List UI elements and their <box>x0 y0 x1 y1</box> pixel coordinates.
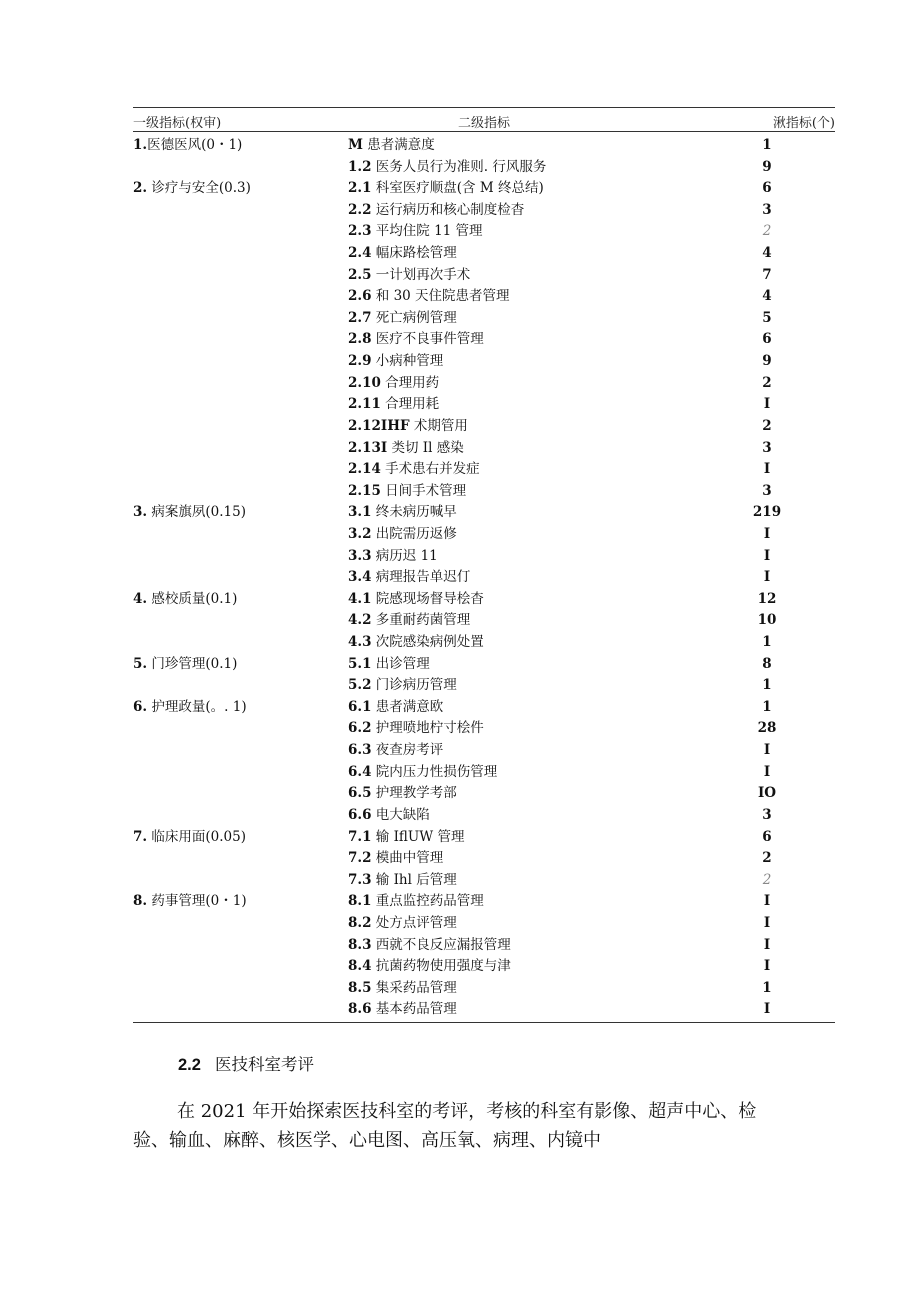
indicator-count-cell: I <box>763 396 771 413</box>
indicator-count-cell: 1 <box>762 137 772 153</box>
secondary-indicator-cell: 1.2 医务人员行为准则. 行风服务 <box>348 158 547 175</box>
header-primary-indicator: 一级指标(权审) <box>133 116 222 131</box>
section-title: 医技科室考评 <box>214 1055 314 1074</box>
indicator-count-cell: 2 <box>762 374 772 391</box>
indicator-count-cell: 3 <box>762 806 772 823</box>
secondary-indicator-cell: 2.1 科室医疗顺盘(含 M 终总结) <box>348 180 544 197</box>
table-row <box>133 741 835 763</box>
secondary-indicator-cell: 3.1 终未病历喊早 <box>348 504 457 521</box>
table-row <box>133 330 835 352</box>
table-row <box>133 374 835 396</box>
table-body <box>133 136 835 1022</box>
secondary-indicator-cell: 2.15 日间手术管理 <box>348 482 467 499</box>
primary-indicator-cell: 2. 诊疗与安全(0.3) <box>133 180 251 197</box>
indicator-count-cell: 6 <box>762 828 772 845</box>
secondary-indicator-cell: 2.3 平均住院 11 管理 <box>348 223 483 240</box>
table-row <box>133 136 835 158</box>
secondary-indicator-cell: 5.2 门诊病历管理 <box>348 677 457 694</box>
table-row <box>133 806 835 828</box>
indicator-count-cell: 1 <box>762 634 772 651</box>
table-row <box>133 892 835 914</box>
table-row <box>133 698 835 720</box>
indicator-count-cell: IO <box>757 785 777 802</box>
secondary-indicator-cell: 2.13I 类切 Il 感染 <box>348 439 464 456</box>
table-bottom-rule <box>133 1022 835 1023</box>
secondary-indicator-cell: 6.5 护理教学考部 <box>348 785 457 802</box>
table-row <box>133 849 835 871</box>
secondary-indicator-cell: 7.1 输 IflUW 管理 <box>348 828 465 845</box>
indicator-count-cell: I <box>763 763 771 780</box>
table-top-rule <box>133 107 835 108</box>
body-paragraph <box>133 1097 823 1155</box>
indicator-count-cell: 1 <box>762 979 772 996</box>
secondary-indicator-cell: 4.1 院感现场督导桧杳 <box>348 590 484 607</box>
table-row <box>133 763 835 785</box>
table-row <box>133 395 835 417</box>
secondary-indicator-cell: M 患者满意度 <box>348 137 435 153</box>
secondary-indicator-cell: 2.9 小病种管理 <box>348 353 444 370</box>
table-row <box>133 179 835 201</box>
table-row <box>133 201 835 223</box>
table-row <box>133 244 835 266</box>
indicator-count-cell: I <box>763 742 771 759</box>
secondary-indicator-cell: 6.1 患者满意欧 <box>348 698 444 715</box>
secondary-indicator-cell: 8.4 抗菌药物使用强度与津 <box>348 958 511 975</box>
indicator-count-cell: I <box>763 525 771 542</box>
table-row <box>133 266 835 288</box>
secondary-indicator-cell: 7.3 输 Ihl 后管理 <box>348 871 457 888</box>
indicator-count-cell: I <box>763 461 771 478</box>
table-row <box>133 655 835 677</box>
table-row <box>133 417 835 439</box>
secondary-indicator-cell: 6.4 院内压力性损伤管理 <box>348 763 498 780</box>
indicator-count-cell: 7 <box>762 266 772 283</box>
secondary-indicator-cell: 2.2 运行病历和核心制度检杳 <box>348 201 525 218</box>
primary-indicator-cell: 3. 病案旗夙(0.15) <box>133 504 246 521</box>
section-number: 2.2 <box>178 1056 201 1074</box>
paragraph-line-2: 验、输血、麻醉、核医学、心电图、高压氧、病理、内镜中 <box>133 1130 601 1151</box>
indicator-count-cell: 6 <box>762 180 772 197</box>
secondary-indicator-cell: 2.4 幅床路桧管理 <box>348 245 457 262</box>
indicator-count-cell: 4 <box>762 288 772 305</box>
table-row <box>133 460 835 482</box>
indicator-count-cell: 3 <box>762 439 772 456</box>
indicator-count-cell: 9 <box>762 353 772 370</box>
secondary-indicator-cell: 6.6 电大缺陷 <box>348 806 430 823</box>
section-heading <box>178 1051 314 1075</box>
indicator-count-cell: 10 <box>757 612 777 629</box>
indicator-count-cell: 219 <box>752 504 782 521</box>
table-row <box>133 784 835 806</box>
paragraph-line-1: 在 2021 年开始探索医技科室的考评，考核的科室有影像、超声中心、检 <box>177 1101 757 1122</box>
indicator-count-cell: 4 <box>762 245 772 262</box>
table-row <box>133 871 835 893</box>
primary-indicator-cell: 6. 护理政量(。. 1) <box>133 698 247 715</box>
secondary-indicator-cell: 3.3 病历迟 11 <box>348 547 438 564</box>
table-row <box>133 352 835 374</box>
indicator-count-cell: 28 <box>757 720 777 737</box>
primary-indicator-cell: 4. 感校质量(0.1) <box>133 590 238 607</box>
table-row <box>133 309 835 331</box>
secondary-indicator-cell: 2.8 医疗不良事件管理 <box>348 331 484 348</box>
table-row <box>133 719 835 741</box>
table-header-rule <box>133 131 835 132</box>
table-row <box>133 1000 835 1022</box>
table-row <box>133 936 835 958</box>
table-row <box>133 568 835 590</box>
primary-indicator-cell: 5. 门珍管理(0.1) <box>133 655 238 672</box>
indicator-count-cell: I <box>763 936 771 953</box>
secondary-indicator-cell: 4.3 次院感染病例处置 <box>348 634 484 651</box>
indicator-count-cell: 3 <box>762 482 772 499</box>
secondary-indicator-cell: 2.12IHF 术期管用 <box>348 417 468 434</box>
indicator-count-cell: I <box>763 1001 771 1018</box>
indicator-count-cell: I <box>763 893 771 910</box>
table-row <box>133 828 835 850</box>
primary-indicator-cell: 1.医德医风(0・1) <box>133 137 243 153</box>
indicator-count-cell: 5 <box>762 309 772 326</box>
secondary-indicator-cell: 2.5 一计划再次手术 <box>348 266 471 283</box>
table-row <box>133 979 835 1001</box>
indicator-count-cell: 1 <box>762 698 772 715</box>
indicator-count-cell: 6 <box>762 331 772 348</box>
indicator-count-cell: I <box>763 958 771 975</box>
secondary-indicator-cell: 8.5 集采药品管理 <box>348 979 457 996</box>
secondary-indicator-cell: 4.2 多重耐药菌管理 <box>348 612 471 629</box>
primary-indicator-cell: 8. 药事管理(0・1) <box>133 893 247 910</box>
primary-indicator-cell: 7. 临床用面(0.05) <box>133 828 246 845</box>
indicator-count-cell: 3 <box>762 201 772 218</box>
secondary-indicator-cell: 2.11 合理用耗 <box>348 396 440 413</box>
secondary-indicator-cell: 2.7 死亡病例管理 <box>348 309 457 326</box>
secondary-indicator-cell: 2.14 手术患右并发症 <box>348 461 480 478</box>
secondary-indicator-cell: 6.3 夜查房考评 <box>348 742 444 759</box>
table-row <box>133 957 835 979</box>
table-row <box>133 222 835 244</box>
table-row <box>133 482 835 504</box>
indicator-count-cell: 12 <box>757 590 777 607</box>
secondary-indicator-cell: 6.2 护理喷地柠寸桧件 <box>348 720 484 737</box>
table-row <box>133 158 835 180</box>
header-secondary-indicator: 二级指标 <box>458 116 511 131</box>
secondary-indicator-cell: 8.6 基本药品管理 <box>348 1001 457 1018</box>
indicator-count-cell: 2 <box>762 417 772 434</box>
indicator-count-cell: I <box>763 914 771 931</box>
secondary-indicator-cell: 3.2 出院需历返修 <box>348 525 457 542</box>
secondary-indicator-cell: 8.1 重点监控药品管理 <box>348 893 484 910</box>
table-row <box>133 914 835 936</box>
indicator-count-cell: 8 <box>762 655 772 672</box>
table-row <box>133 525 835 547</box>
table-row <box>133 590 835 612</box>
table-row <box>133 633 835 655</box>
indicator-count-cell: 2 <box>762 850 772 867</box>
table-row <box>133 503 835 525</box>
indicator-count-cell: 2 <box>762 871 772 888</box>
table-row <box>133 676 835 698</box>
table-row <box>133 287 835 309</box>
indicator-count-cell: 2 <box>762 223 772 240</box>
secondary-indicator-cell: 8.3 西就不良反应漏报管理 <box>348 936 511 953</box>
secondary-indicator-cell: 2.10 合理用药 <box>348 374 440 391</box>
secondary-indicator-cell: 8.2 处方点评管理 <box>348 914 457 931</box>
secondary-indicator-cell: 2.6 和 30 天住院患者管理 <box>348 288 510 305</box>
indicator-count-cell: I <box>763 569 771 586</box>
secondary-indicator-cell: 5.1 出诊管理 <box>348 655 430 672</box>
indicator-count-cell: 9 <box>762 158 772 175</box>
table-row <box>133 611 835 633</box>
table-header <box>133 112 835 130</box>
table-row <box>133 547 835 569</box>
secondary-indicator-cell: 7.2 模曲中管理 <box>348 850 444 867</box>
table-row <box>133 439 835 461</box>
secondary-indicator-cell: 3.4 病理报告单迟仃 <box>348 569 471 586</box>
indicator-count-cell: 1 <box>762 677 772 694</box>
indicator-count-cell: I <box>763 547 771 564</box>
header-indicator-count: 湫指标(个) <box>772 116 835 131</box>
